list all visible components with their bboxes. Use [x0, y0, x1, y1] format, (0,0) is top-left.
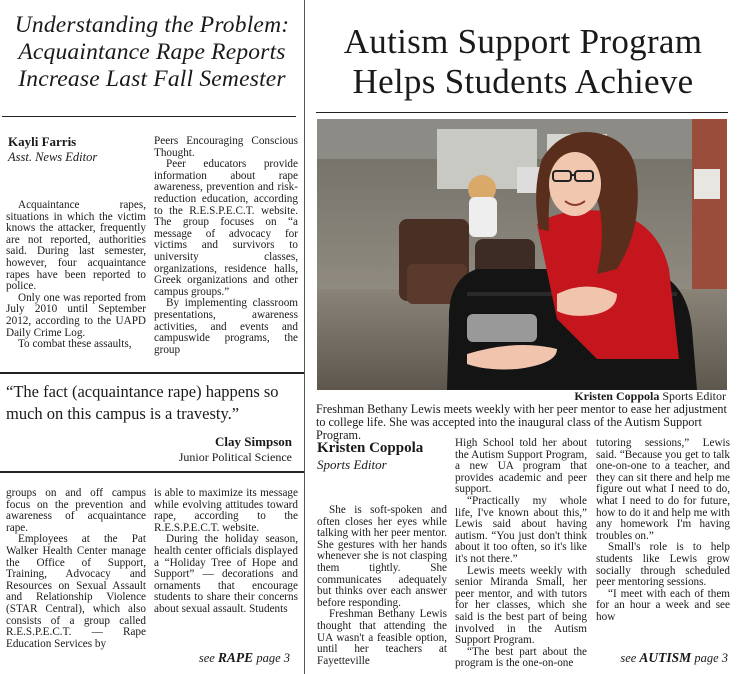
- student-photo-illustration: [317, 119, 727, 390]
- paragraph: Lewis meets weekly with senior Miranda Small, her peer mentor, and with tutors for her classes, which she said is the best part of being involved in the Autism Support Program.: [455, 564, 587, 647]
- photo-credit-name: Kristen Coppola: [574, 389, 660, 403]
- byline-title: Asst. News Editor: [8, 150, 98, 164]
- photo-caption: Freshman Bethany Lewis meets weekly with her peer mentor to ease her adjustment to college life. She was accepted into the inaugural class of the Autism Support Program.: [316, 402, 727, 442]
- paragraph: To combat these assaults,: [18, 338, 132, 351]
- paragraph: is able to maximize its message while evolving attitudes toward rape, according to the R.E.S.P.E.C.T. website.: [154, 487, 298, 534]
- left-byline: [8, 134, 148, 165]
- right-headline-line: Helps Students Achieve: [352, 62, 694, 101]
- paragraph: “Practically my whole life, I've known about this,” Lewis said about having autism. “You just don't think about it too often, so it's like it's not there.”: [455, 494, 587, 565]
- left-pullquote-top-rule: [0, 372, 304, 374]
- paragraph: During the holiday season, health center officials displayed a “Holiday Tree of Hope and Support” — decorations and ornaments that encourage students to share their concerns about sexual assault. Students: [154, 533, 298, 615]
- jump-prefix: see: [620, 651, 637, 665]
- left-top-col1: [6, 200, 146, 351]
- byline-name: Kristen Coppola: [317, 440, 424, 456]
- left-bottom-col1: [6, 488, 146, 650]
- left-headline-line: Understanding the Problem:: [14, 12, 290, 38]
- jump-page: page 3: [694, 651, 728, 665]
- left-headline-line: Increase Last Fall Semester: [18, 66, 286, 92]
- paragraph: Acquaintance rapes, situations in which the victim knows the attacker, frequently are not reported, authorities said. During last semester, however, four acquaintance rapes have been reported to police.: [6, 199, 146, 293]
- paragraph: Freshman Bethany Lewis thought that attending the UA wasn't a feasible option, until her teachers at Fayetteville: [317, 608, 447, 667]
- left-headline-rule: [2, 116, 296, 117]
- right-headline: [306, 22, 740, 102]
- pull-quote-attribution: [120, 434, 292, 465]
- right-byline: [317, 440, 457, 473]
- paragraph: “I meet with each of them for an hour a week and see how: [596, 587, 730, 623]
- jump-word: RAPE: [217, 650, 254, 665]
- jump-word: AUTISM: [639, 650, 692, 665]
- photo-credit-title: Sports Editor: [662, 389, 726, 403]
- rape-jump-line[interactable]: [150, 650, 290, 666]
- byline-name: Kayli Farris: [8, 134, 77, 149]
- paragraph: “The best part about the program is the one-on-one: [455, 645, 587, 670]
- paragraph: High School told her about the Autism Support Program, a new UA program that provides academic and peer support.: [455, 437, 587, 496]
- right-headline-line: Autism Support Program: [343, 22, 703, 61]
- autism-jump-line[interactable]: [580, 650, 728, 666]
- right-col2: [455, 438, 587, 670]
- paragraph: tutoring sessions,” Lewis said. “Because you get to talk one-on-one to a teacher, and they can sit there and help me figure out what I need to do, what I need to do for future, how to do it and help me with any homework I'm having troubles on.”: [596, 437, 730, 542]
- right-col1: [317, 505, 447, 667]
- paragraph: Only one was reported from July 2010 until September 2012, according to the UAPD Daily Crime Log.: [6, 291, 146, 339]
- quote-title: Junior Political Science: [178, 450, 292, 464]
- paragraph: Employees at the Pat Walker Health Center manage the Office of Support, Training, Advocacy and Resources on Sexual Assault and Relationship Violence (STAR Central), which also consists of a group called R.E.S.P.E.C.T. — Rape Education Services by: [6, 533, 146, 650]
- paragraph: groups on and off campus focus on the prevention and awareness of acquaintance rape.: [6, 487, 146, 534]
- left-headline: [0, 12, 304, 93]
- jump-prefix: see: [198, 651, 215, 665]
- left-pullquote-bottom-rule: [0, 471, 304, 473]
- feature-photo: [317, 119, 727, 390]
- left-bottom-col2: [154, 488, 298, 616]
- paragraph: Peers Encouraging Conscious Thought.: [154, 135, 298, 159]
- left-top-col2: [154, 136, 298, 356]
- quote-name: Clay Simpson: [215, 434, 292, 449]
- paragraph: By implementing classroom presentations, awareness activities, and events and campuswide programs, the group: [154, 297, 298, 356]
- right-col3: [596, 438, 730, 624]
- byline-title: Sports Editor: [317, 457, 387, 472]
- paragraph: Small's role is to help students like Lewis grow socially through scheduled peer mentoring sessions.: [596, 541, 730, 589]
- paragraph: Peer educators provide information about rape awareness, prevention and risk-reduction education, according to the R.E.S.P.E.C.T. website. The group focuses on “a message of advocacy for victims and survivors to university classes, organizations, residence halls, Greek organizations and other campus groups.”: [154, 158, 298, 298]
- left-headline-line: Acquaintance Rape Reports: [18, 39, 286, 65]
- pull-quote: “The fact (acquaintance rape) happens so much on this campus is a travesty.”: [6, 382, 279, 423]
- column-divider: [304, 0, 305, 674]
- jump-page: page 3: [256, 651, 290, 665]
- paragraph: She is soft-spoken and often closes her eyes while talking with her peer mentor. She gestures with her hands whenever she is not clasping them tightly. She communicates adequately but thinks over each answer before responding.: [317, 504, 447, 609]
- right-headline-rule: [316, 112, 728, 113]
